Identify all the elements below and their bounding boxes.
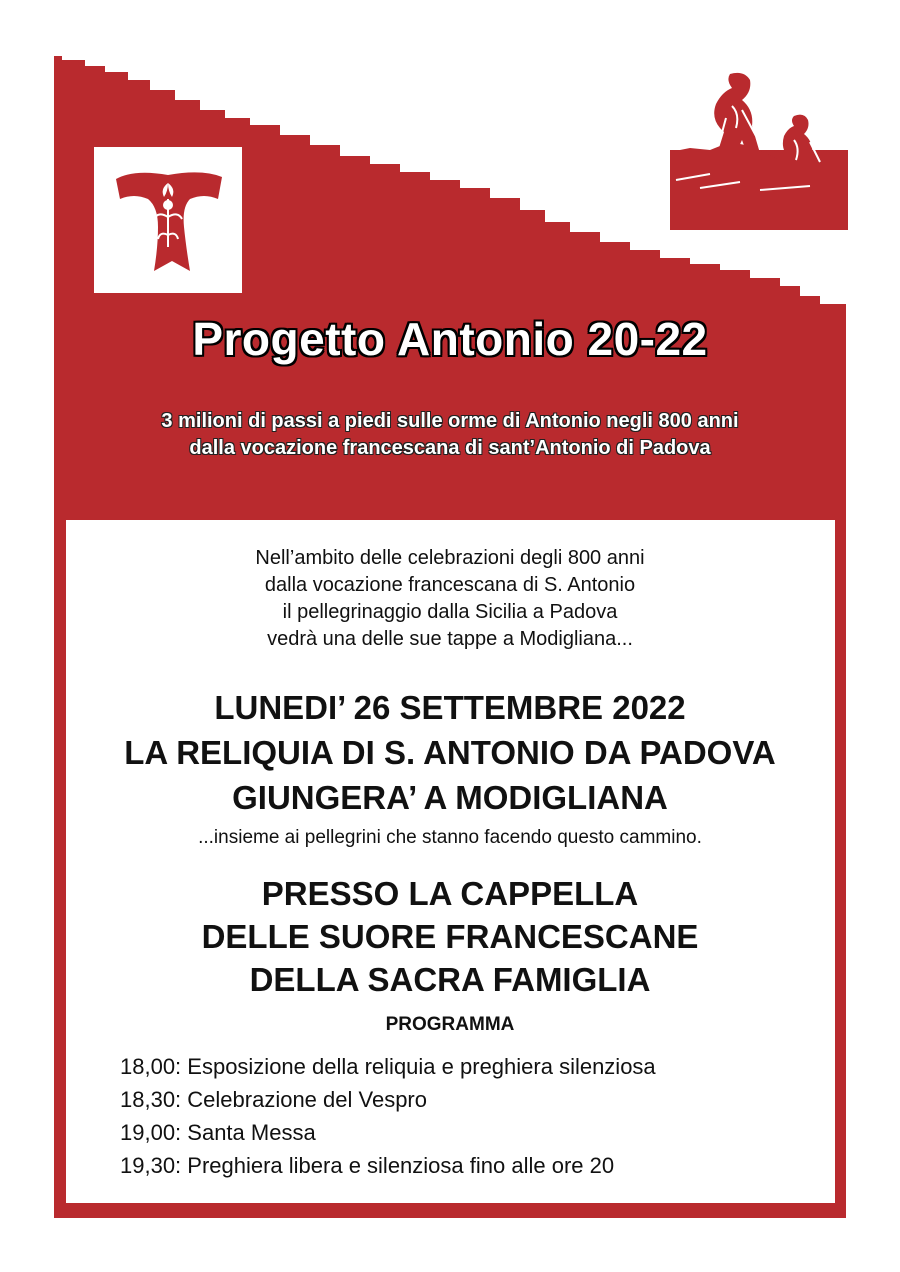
intro-line: Nell’ambito delle celebrazioni degli 800 anni [255, 547, 645, 569]
logo-box [94, 147, 242, 293]
intro-line: vedrà una delle sue tappe a Modigliana... [267, 628, 633, 650]
venue-text [0, 872, 900, 1001]
intro-text [0, 545, 900, 653]
intro-line: dalla vocazione francescana di S. Antonio [264, 574, 636, 596]
together-text: ...insieme ai pellegrini che stanno facendo questo cammino. [198, 827, 702, 848]
headline-line: LUNEDI’ 26 SETTEMBRE 2022 [214, 689, 686, 726]
event-headline [0, 685, 900, 820]
intro-line: il pellegrinaggio dalla Sicilia a Padova [282, 601, 618, 623]
headline-line: LA RELIQUIA DI S. ANTONIO DA PADOVA [124, 734, 776, 771]
poster-title: Progetto Antonio 20-22 [192, 313, 708, 365]
tau-cross-lily-icon [94, 147, 242, 293]
program-item: 19,30: Preghiera libera e silenziosa fino alle ore 20 [120, 1153, 615, 1178]
program-item: 19,00: Santa Messa [120, 1120, 316, 1145]
program-heading: PROGRAMMA [385, 1014, 515, 1035]
poster-subtitle [0, 408, 900, 462]
pilgrims-walking-icon [670, 70, 848, 230]
venue-line: DELLE SUORE FRANCESCANE [201, 918, 699, 955]
venue-line: DELLA SACRA FAMIGLIA [249, 961, 651, 998]
subtitle-line: 3 milioni di passi a piedi sulle orme di Antonio negli 800 anni [161, 410, 739, 432]
subtitle-line: dalla vocazione francescana di sant’Antonio di Padova [189, 437, 711, 459]
program-item: 18,00: Esposizione della reliquia e preghiera silenziosa [120, 1054, 656, 1079]
headline-line: GIUNGERA’ A MODIGLIANA [232, 779, 668, 816]
venue-line: PRESSO LA CAPPELLA [261, 875, 639, 912]
program-list [120, 1050, 820, 1182]
program-item: 18,30: Celebrazione del Vespro [120, 1087, 427, 1112]
